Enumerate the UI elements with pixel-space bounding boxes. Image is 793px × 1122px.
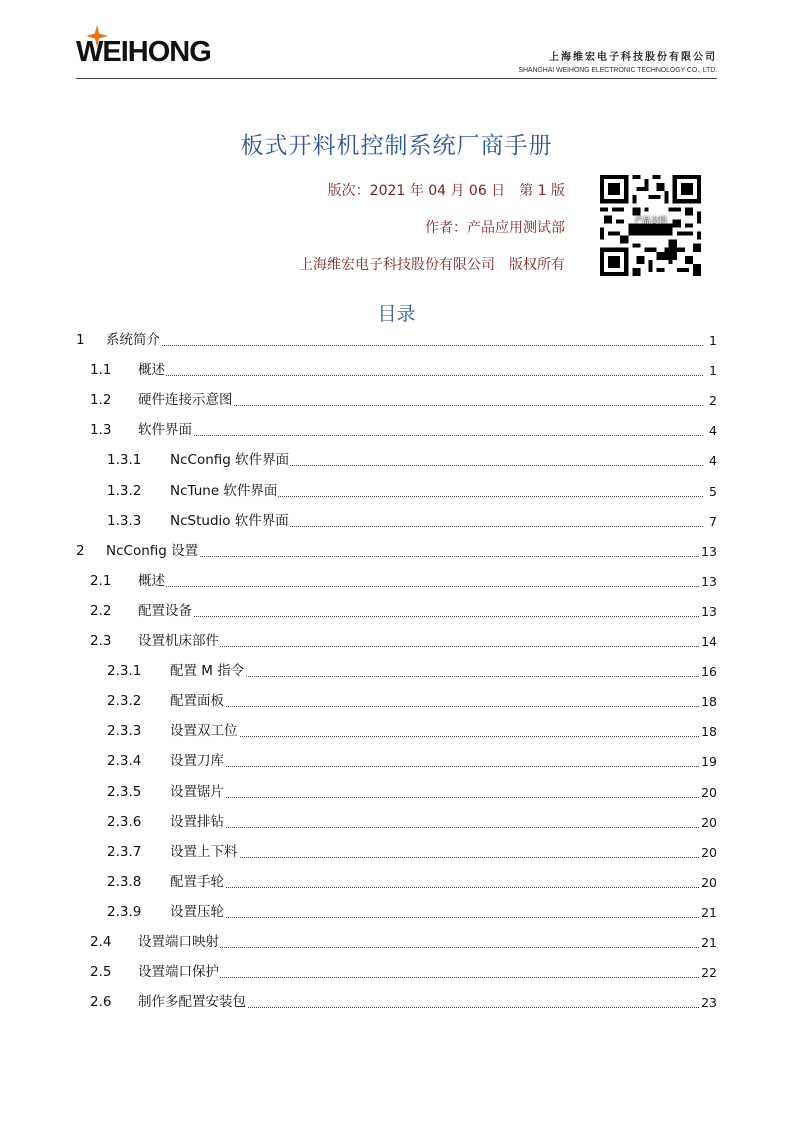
toc-entry-number: 2.3.9 bbox=[107, 904, 142, 920]
toc-entry-title: 概述 bbox=[138, 358, 166, 378]
toc-entry[interactable] bbox=[76, 601, 717, 621]
toc-entry[interactable] bbox=[76, 390, 717, 410]
toc-entry-page: 19 bbox=[701, 754, 717, 769]
toc-entry[interactable] bbox=[76, 751, 717, 771]
toc-entry-number: 1.2 bbox=[90, 392, 112, 408]
toc-entry-title: NcStudio 软件界面 bbox=[170, 509, 290, 529]
toc-entry[interactable] bbox=[76, 992, 717, 1012]
toc-entry-number: 2.3.7 bbox=[107, 844, 142, 860]
toc-entry-title: 设置上下料 bbox=[170, 840, 239, 860]
toc-leader-dots bbox=[170, 827, 703, 828]
toc-entry-title: 配置 M 指令 bbox=[170, 659, 245, 679]
toc-leader-dots bbox=[170, 736, 703, 737]
qr-label: 产品文档 bbox=[634, 216, 667, 225]
toc-entry-page: 13 bbox=[701, 544, 717, 559]
toc-leader-dots bbox=[138, 977, 703, 978]
company-name-cn: 上海维宏电子科技股份有限公司 bbox=[549, 52, 717, 63]
toc-entry-title: 设置排钻 bbox=[170, 810, 225, 830]
document-title: 板式开料机控制系统厂商手册 bbox=[240, 133, 553, 159]
toc-entry[interactable] bbox=[76, 571, 717, 591]
toc-entry[interactable] bbox=[76, 812, 717, 832]
toc-heading: 目录 bbox=[377, 303, 416, 325]
toc-entry-page: 23 bbox=[701, 995, 717, 1010]
toc-entry-number: 1.3.2 bbox=[107, 483, 142, 499]
header-divider bbox=[76, 78, 717, 79]
toc-entry[interactable] bbox=[76, 511, 717, 531]
toc-entry-page: 14 bbox=[701, 634, 717, 649]
toc-entry-page: 2 bbox=[709, 393, 717, 408]
toc-entry-number: 2.1 bbox=[90, 573, 112, 589]
toc-entry-page: 7 bbox=[709, 514, 717, 529]
toc-entry-title: 设置端口保护 bbox=[138, 960, 220, 980]
author-line: 作者：产品应用测试部 bbox=[425, 220, 565, 236]
toc-leader-dots bbox=[138, 435, 703, 436]
company-logo bbox=[76, 36, 251, 68]
toc-entry-number: 2.6 bbox=[90, 994, 112, 1010]
toc-entry[interactable] bbox=[76, 691, 717, 711]
toc-entry-number: 2.5 bbox=[90, 964, 112, 980]
toc-entry-page: 13 bbox=[701, 574, 717, 589]
qr-code[interactable] bbox=[600, 175, 701, 276]
toc-entry-title: 配置设备 bbox=[138, 599, 193, 619]
toc-entry-number: 2.3 bbox=[90, 633, 112, 649]
version-line: 版次：2021 年 04 月 06 日 第 1 版 bbox=[327, 183, 565, 199]
toc-leader-dots bbox=[138, 616, 703, 617]
toc-entry-page: 20 bbox=[701, 815, 717, 830]
toc-entry-page: 1 bbox=[709, 333, 717, 348]
toc-entry[interactable] bbox=[76, 330, 717, 350]
toc-entry-page: 5 bbox=[709, 484, 717, 499]
toc-leader-dots bbox=[170, 917, 703, 918]
toc-entry-page: 20 bbox=[701, 845, 717, 860]
toc-leader-dots bbox=[170, 766, 703, 767]
toc-entry-title: NcConfig 设置 bbox=[106, 539, 199, 559]
toc-entry[interactable] bbox=[76, 450, 717, 470]
toc-entry[interactable] bbox=[76, 541, 717, 561]
toc-entry-number: 1.3 bbox=[90, 422, 112, 438]
toc-entry[interactable] bbox=[76, 631, 717, 651]
toc-entry-title: 软件界面 bbox=[138, 418, 193, 438]
toc-entry-number: 2.3.3 bbox=[107, 723, 142, 739]
toc-entry[interactable] bbox=[76, 902, 717, 922]
toc-entry-number: 2.3.8 bbox=[107, 874, 142, 890]
toc-entry-number: 1.3.3 bbox=[107, 513, 142, 529]
toc-entry-title: 设置机床部件 bbox=[138, 629, 220, 649]
logo-text: WEIHONG bbox=[76, 36, 211, 68]
toc-entry-page: 21 bbox=[701, 935, 717, 950]
toc-entry-number: 1.1 bbox=[90, 362, 112, 378]
toc-entry-number: 2.3.5 bbox=[107, 784, 142, 800]
toc-entry[interactable] bbox=[76, 420, 717, 440]
toc-entry-page: 16 bbox=[701, 664, 717, 679]
toc-entry-number: 2.3.4 bbox=[107, 753, 142, 769]
toc-entry-page: 18 bbox=[701, 724, 717, 739]
copyright-line: 上海维宏电子科技股份有限公司 版权所有 bbox=[299, 257, 565, 273]
toc-leader-dots bbox=[170, 676, 703, 677]
toc-entry-page: 22 bbox=[701, 965, 717, 980]
toc-entry-page: 4 bbox=[709, 423, 717, 438]
toc-entry-title: 配置面板 bbox=[170, 689, 225, 709]
toc-entry[interactable] bbox=[76, 782, 717, 802]
toc-leader-dots bbox=[138, 375, 703, 376]
toc-leader-dots bbox=[170, 706, 703, 707]
toc-entry-page: 13 bbox=[701, 604, 717, 619]
toc-entry-number: 2.3.1 bbox=[107, 663, 142, 679]
toc-entry[interactable] bbox=[76, 721, 717, 741]
toc-entry-title: 概述 bbox=[138, 569, 166, 589]
toc-entry[interactable] bbox=[76, 842, 717, 862]
toc-entry-number: 2 bbox=[76, 543, 85, 559]
toc-entry-title: 系统简介 bbox=[106, 328, 161, 348]
toc-entry-title: NcTune 软件界面 bbox=[170, 479, 278, 499]
toc-entry-title: 设置端口映射 bbox=[138, 930, 220, 950]
toc-entry-number: 2.4 bbox=[90, 934, 112, 950]
toc-entry-title: 设置双工位 bbox=[170, 719, 239, 739]
toc-entry-number: 1 bbox=[76, 332, 85, 348]
toc-entry-title: 设置压轮 bbox=[170, 900, 225, 920]
toc-entry-page: 1 bbox=[709, 363, 717, 378]
toc-entry-page: 20 bbox=[701, 785, 717, 800]
toc-leader-dots bbox=[138, 646, 703, 647]
company-name-en: SHANGHAI WEIHONG ELECTRONIC TECHNOLOGY CO., LTD. bbox=[518, 67, 717, 74]
toc-entry-page: 4 bbox=[709, 453, 717, 468]
toc-entry-title: 设置刀库 bbox=[170, 749, 225, 769]
toc-entry-number: 2.3.6 bbox=[107, 814, 142, 830]
toc-entry-title: 制作多配置安装包 bbox=[138, 990, 247, 1010]
toc-entry-title: NcConfig 软件界面 bbox=[170, 448, 290, 468]
toc-entry[interactable] bbox=[76, 872, 717, 892]
toc-entry-title: 硬件连接示意图 bbox=[138, 388, 234, 408]
toc-entry-page: 20 bbox=[701, 875, 717, 890]
toc-leader-dots bbox=[138, 586, 703, 587]
toc-entry[interactable] bbox=[76, 962, 717, 982]
toc-entry[interactable] bbox=[76, 360, 717, 380]
toc-entry[interactable] bbox=[76, 661, 717, 681]
toc-entry-title: 设置锯片 bbox=[170, 780, 225, 800]
page-header bbox=[0, 0, 793, 80]
toc-entry-page: 18 bbox=[701, 694, 717, 709]
toc-leader-dots bbox=[138, 947, 703, 948]
toc-entry-number: 2.3.2 bbox=[107, 693, 142, 709]
toc-entry-page: 21 bbox=[701, 905, 717, 920]
toc-entry[interactable] bbox=[76, 932, 717, 952]
toc-leader-dots bbox=[106, 345, 703, 346]
toc-leader-dots bbox=[170, 887, 703, 888]
toc-entry-title: 配置手轮 bbox=[170, 870, 225, 890]
toc-entry-number: 2.2 bbox=[90, 603, 112, 619]
toc-leader-dots bbox=[170, 857, 703, 858]
toc-leader-dots bbox=[170, 797, 703, 798]
toc-entry-number: 1.3.1 bbox=[107, 452, 142, 468]
toc-entry[interactable] bbox=[76, 481, 717, 501]
